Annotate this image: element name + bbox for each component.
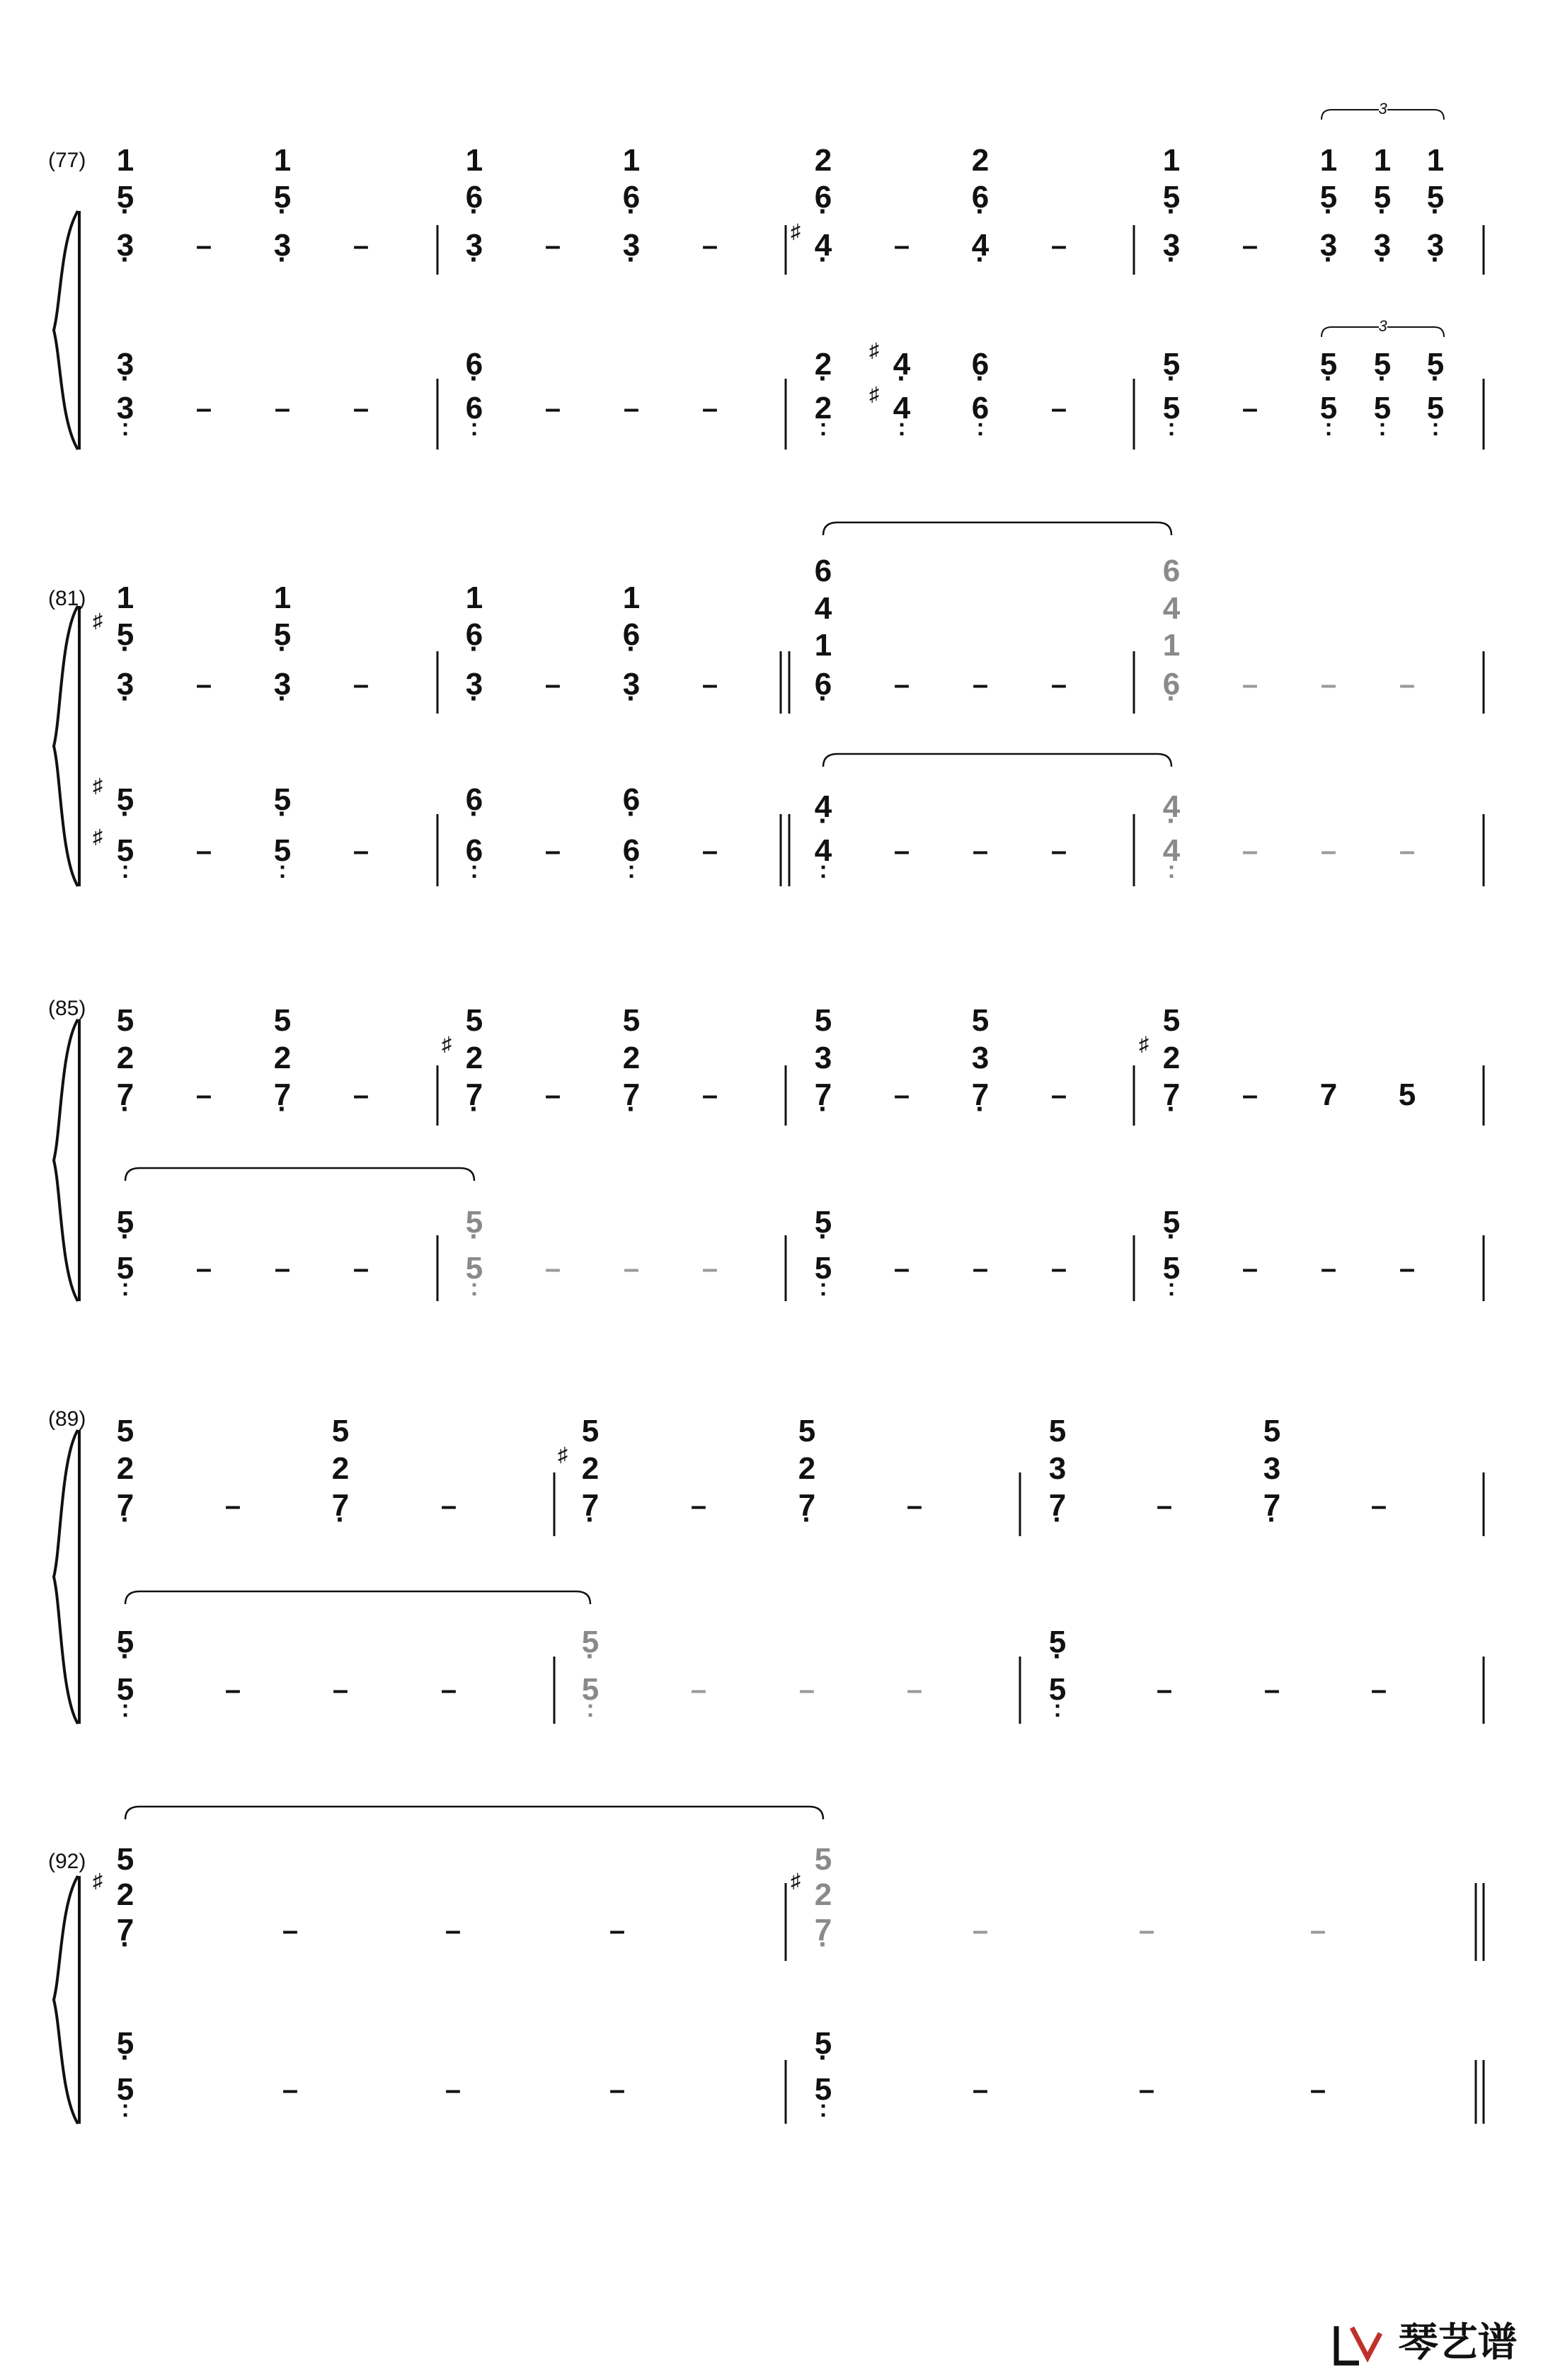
note: 3 · [261,230,304,261]
note: 3 · [1150,230,1193,261]
dash-extension: – [701,835,718,866]
dash-extension: – [906,1674,923,1705]
note: 5 [798,1414,816,1448]
note: 6 · [610,182,653,213]
dash-extension: – [1242,393,1259,424]
note: 5 · [569,1627,612,1658]
note: 5 : [104,2074,147,2105]
note: 2 [465,1041,483,1075]
note: 6 : [453,393,495,424]
note: 5 [622,1003,641,1038]
tie-slur [823,754,1171,767]
tuplet-number: 3 [1378,100,1387,118]
note: 5 · [104,784,147,816]
note: 7 · [261,1080,304,1111]
dash-extension: – [701,393,718,424]
note: 5 [581,1414,600,1448]
brand-logo [1331,2311,1518,2370]
dash-extension: – [352,1080,369,1111]
dash-extension: – [906,1490,923,1521]
note: 5 · [1414,349,1457,380]
note: 2 [798,1451,816,1486]
dash-extension: – [195,669,212,700]
dash-extension: – [544,1253,561,1284]
system-brace [54,1876,78,2124]
note: 3 [1048,1451,1067,1486]
note: 5 · [261,784,304,816]
dash-extension: – [1370,1490,1387,1521]
note: 7 · [802,1915,844,1946]
note: 7 · [802,1080,844,1111]
sharp-sign: ♯ [869,383,879,405]
note: 5 · [104,2028,147,2059]
note: 4 : [802,835,844,866]
note: 1 [116,143,134,178]
dash-extension: – [544,230,561,261]
note: 6 · [453,182,495,213]
note: 5 [465,1003,483,1038]
note: 1 [622,143,641,178]
dash-extension: – [544,669,561,700]
dash-extension: – [195,1080,212,1111]
dash-extension: – [544,393,561,424]
note: 6 · [959,349,1002,380]
note: 3 · [261,669,304,700]
note: 6 · [802,669,844,700]
dash-extension: – [1242,230,1259,261]
note: 5 [1162,1003,1181,1038]
note: 7 · [610,1080,653,1111]
note: 3 · [104,669,147,700]
brand-mark-icon [1331,2321,1387,2370]
note: 5 : [802,1253,844,1284]
dash-extension: – [352,835,369,866]
dash-extension: – [544,1080,561,1111]
note: 3 [814,1041,832,1075]
note: 5 : [802,2074,844,2105]
dash-extension: – [798,1674,815,1705]
dash-extension: – [1263,1674,1280,1705]
note: 2 [1162,1041,1181,1075]
dash-extension: – [1050,393,1067,424]
note: 5 · [1150,1207,1193,1238]
note: 3 · [104,349,147,380]
sharp-sign: ♯ [93,825,103,847]
dash-extension: – [1309,1915,1326,1946]
note: 5 : [261,835,304,866]
note: 4 [1162,591,1181,626]
brand-logo-text: 琴艺谱 [1398,2320,1518,2364]
dash-extension: – [1242,1253,1259,1284]
dash-extension: – [1320,835,1337,866]
dash-extension: – [893,230,910,261]
measure-number-77: (77) [48,149,86,172]
dash-extension: – [282,2074,299,2105]
note: 6 : [453,835,495,866]
dash-extension: – [1370,1674,1387,1705]
dash-extension: – [1050,669,1067,700]
note: 4 : [1150,835,1193,866]
measure-number-92: (92) [48,1850,86,1873]
note: 5 [1398,1077,1416,1112]
dash-extension: – [352,393,369,424]
sharp-sign: ♯ [442,1033,452,1055]
note: 5 : [1150,393,1193,424]
sharp-sign: ♯ [791,1870,801,1892]
dash-extension: – [1138,1915,1155,1946]
note: 1 [273,580,292,615]
note: 5 [814,1003,832,1038]
note: 1 [465,580,483,615]
note: 6 [1162,554,1181,588]
note: 5 · [802,1207,844,1238]
note: 7 · [569,1490,612,1521]
dash-extension: – [195,835,212,866]
note: 5 [1048,1414,1067,1448]
note: 1 [1426,143,1445,178]
note: 2 [971,143,990,178]
tie-slur [125,1807,823,1819]
note: 7 · [1036,1490,1079,1521]
note: 3 · [453,669,495,700]
note: 2 : [802,393,844,424]
note: 5 : [1036,1674,1079,1705]
note: 6 · [453,349,495,380]
system-brace [54,606,78,886]
note: 5 : [1150,1253,1193,1284]
note: 5 : [569,1674,612,1705]
dash-extension: – [195,393,212,424]
dash-extension: – [440,1490,457,1521]
note: 5 · [1361,182,1404,213]
note: 3 · [1307,230,1350,261]
note: 2 [116,1451,134,1486]
dash-extension: – [972,1253,989,1284]
dash-extension: – [1309,2074,1326,2105]
note: 1 [273,143,292,178]
dash-extension: – [352,1253,369,1284]
dash-extension: – [332,1674,349,1705]
tie-slur [125,1591,590,1604]
note: 2 [814,1877,832,1912]
dash-extension: – [224,1674,241,1705]
note: 6 · [1150,669,1193,700]
dash-extension: – [195,230,212,261]
note: 1 [814,628,832,663]
note: 1 [465,143,483,178]
note: 7 [1319,1077,1338,1112]
note: 5 · [1307,182,1350,213]
dash-extension: – [1399,1253,1416,1284]
note: 1 [622,580,641,615]
dash-extension: – [1399,669,1416,700]
note: 4 · [802,230,844,261]
note: 5 [116,1842,134,1877]
note: 5 · [1414,182,1457,213]
note: 7 · [319,1490,362,1521]
dash-extension: – [352,230,369,261]
note: 5 [116,1003,134,1038]
tuplet-number: 3 [1378,317,1387,335]
dash-extension: – [274,393,291,424]
note: 6 · [610,619,653,651]
note: 5 : [1361,393,1404,424]
dash-extension: – [274,1253,291,1284]
note: 7 · [1150,1080,1193,1111]
note: 5 : [1414,393,1457,424]
note: 2 [116,1877,134,1912]
note: 7 · [959,1080,1002,1111]
note: 5 · [104,619,147,651]
note: 5 · [1150,349,1193,380]
dash-extension: – [623,1253,640,1284]
dash-extension: – [1050,230,1067,261]
sharp-sign: ♯ [558,1443,568,1465]
dash-extension: – [440,1674,457,1705]
note: 1 [1162,628,1181,663]
dash-extension: – [1138,2074,1155,2105]
dash-extension: – [701,1253,718,1284]
dash-extension: – [1050,1080,1067,1111]
system-brace [54,211,78,450]
dash-extension: – [1242,669,1259,700]
note: 7 · [453,1080,495,1111]
sharp-sign: ♯ [1139,1033,1149,1055]
measure-number-81: (81) [48,587,86,610]
note: 5 · [1361,349,1404,380]
note: 3 · [1361,230,1404,261]
note: 3 [971,1041,990,1075]
note: 5 : [104,1253,147,1284]
note: 5 · [104,182,147,213]
note: 5 [116,1414,134,1448]
note: 6 · [802,182,844,213]
dash-extension: – [282,1915,299,1946]
sharp-sign: ♯ [869,339,879,361]
dash-extension: – [544,835,561,866]
note: 2 [116,1041,134,1075]
dash-extension: – [701,1080,718,1111]
note: 2 · [802,349,844,380]
dash-extension: – [445,1915,461,1946]
note: 5 · [1036,1627,1079,1658]
measure-number-89: (89) [48,1407,86,1431]
sharp-sign: ♯ [93,774,103,796]
dash-extension: – [893,669,910,700]
measure-number-85: (85) [48,997,86,1020]
note: 7 · [104,1490,147,1521]
note: 7 · [1251,1490,1293,1521]
note: 3 : [104,393,147,424]
note: 5 · [104,1627,147,1658]
dash-extension: – [609,1915,626,1946]
tie-slur [125,1168,474,1181]
dash-extension: – [701,669,718,700]
note: 1 [1162,143,1181,178]
note: 5 : [1307,393,1350,424]
dash-extension: – [224,1490,241,1521]
dash-extension: – [1242,835,1259,866]
note: 4 : [881,393,923,424]
note: 6 · [959,182,1002,213]
system-brace [54,1019,78,1301]
note: 6 : [610,835,653,866]
dash-extension: – [972,1915,989,1946]
dash-extension: – [1156,1674,1173,1705]
note: 5 [1263,1414,1281,1448]
dash-extension: – [195,1253,212,1284]
note: 5 [971,1003,990,1038]
system-brace [54,1430,78,1724]
note: 5 · [104,1207,147,1238]
sharp-sign: ♯ [791,220,801,242]
note: 7 · [786,1490,828,1521]
note: 5 · [261,619,304,651]
dash-extension: – [893,835,910,866]
note: 6 · [453,619,495,651]
note: 2 [814,143,832,178]
note: 3 · [104,230,147,261]
dash-extension: – [893,1253,910,1284]
dash-extension: – [1399,835,1416,866]
dash-extension: – [1242,1080,1259,1111]
note: 5 : [104,835,147,866]
note: 5 · [1307,349,1350,380]
note: 3 · [610,230,653,261]
tie-slur [823,522,1171,535]
note: 3 [1263,1451,1281,1486]
note: 5 [814,1842,832,1877]
dash-extension: – [609,2074,626,2105]
note: 2 [273,1041,292,1075]
note: 5 · [802,2028,844,2059]
note: 3 · [453,230,495,261]
dash-extension: – [1156,1490,1173,1521]
note: 6 : [959,393,1002,424]
note: 2 [581,1451,600,1486]
note: 4 · [1150,791,1193,823]
note: 5 : [104,1674,147,1705]
dash-extension: – [623,393,640,424]
note: 2 [622,1041,641,1075]
note: 6 [814,554,832,588]
sharp-sign: ♯ [93,1870,103,1892]
dash-extension: – [1050,835,1067,866]
dash-extension: – [972,835,989,866]
dash-extension: – [972,669,989,700]
dash-extension: – [445,2074,461,2105]
note: 4 [814,591,832,626]
note: 5 [331,1414,350,1448]
dash-extension: – [1320,1253,1337,1284]
dash-extension: – [352,669,369,700]
note: 4 · [881,349,923,380]
note: 3 · [1414,230,1457,261]
note: 5 : [453,1253,495,1284]
note: 7 · [104,1080,147,1111]
note: 6 · [453,784,495,816]
note: 1 [1373,143,1392,178]
note: 5 · [1150,182,1193,213]
note: 2 [331,1451,350,1486]
dash-extension: – [972,2074,989,2105]
dash-extension: – [1050,1253,1067,1284]
note: 1 [116,580,134,615]
dash-extension: – [690,1490,707,1521]
note: 4 · [802,791,844,823]
dash-extension: – [690,1674,707,1705]
note: 1 [1319,143,1338,178]
note: 5 · [261,182,304,213]
note: 6 · [610,784,653,816]
note: 4 · [959,230,1002,261]
note: 5 [273,1003,292,1038]
note: 7 · [104,1915,147,1946]
note: 5 · [453,1207,495,1238]
sharp-sign: ♯ [93,610,103,631]
dash-extension: – [893,1080,910,1111]
note: 3 · [610,669,653,700]
dash-extension: – [701,230,718,261]
dash-extension: – [1320,669,1337,700]
